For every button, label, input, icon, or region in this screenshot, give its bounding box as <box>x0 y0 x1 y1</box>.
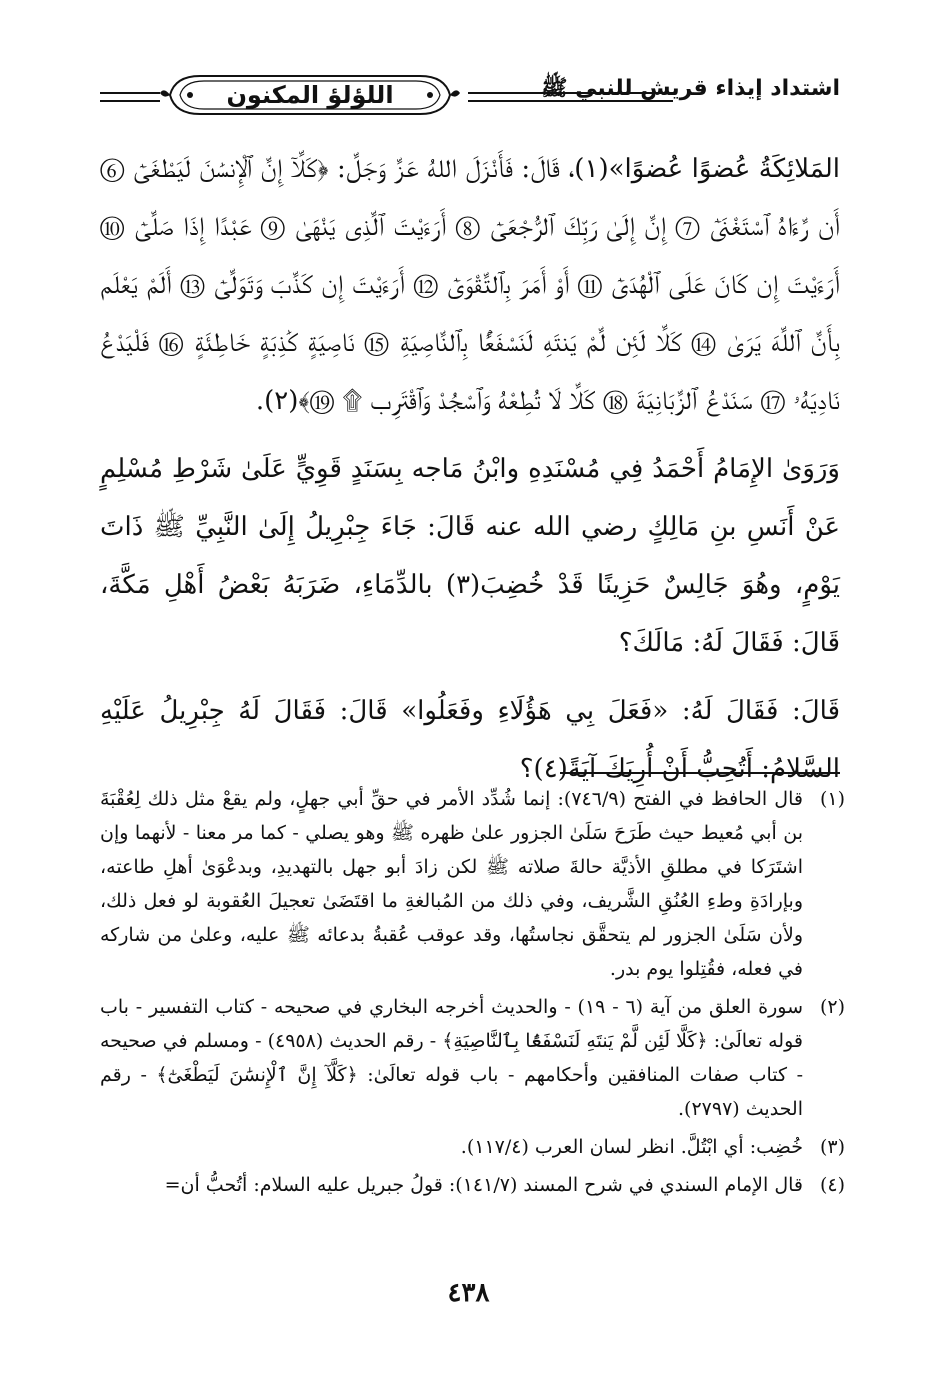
chapter-title: اشتداد إيذاء قريش للنبي ﷺ <box>540 76 840 101</box>
footnote <box>100 990 845 1126</box>
paragraph-question: قَالَ: فَقَالَ لَهُ: «فَعَلَ بِي هَؤُلَاءِ وفَعَلُوا» قَالَ: فَقَالَ لَهُ جِبْرِيلُ عَلَيْهِ السَّلامُ: أَتُحِبُّ أَنْ أُرِيَكَ آيَةً(٤)؟ <box>100 696 840 784</box>
footnote-text: قال الحافظ في الفتح (٧٤٦/٩): إنما شُدِّد الأمر في حقِّ أبي جهلٍ، ولم يقعْ مثل ذلك لِعُقْبَةَ بن أبي مُعيط حيث طَرَحَ سَلَىٰ الجزور علىٰ ظهره ﷺ وهو يصلي - كما مر معنا - لأنهما وإن اشتَرَكا في مطلقِ الأذيَّة حالةَ صلاته ﷺ لكن زادَ أبو جهل بالتهديدِ، وبدعْوَىٰ أهلِ طاعته، وبإرادَةِ وطءِ العُنُقِ الشَّريف، وفي ذلك من المُبالغةِ ما اقتَضَىٰ تعجيلَ العُقوبة لو فعل ذلك، ولأن سَلَىٰ الجزور لم يتحقَّق نجاستُها، وقد عوقب عُقبةُ بدعائه ﷺ عليه، وعلىٰ من شاركه في فعله، فقُتِلوا يوم بدر. <box>100 788 803 980</box>
footnotes <box>100 782 845 1206</box>
book-title: اللؤلؤ المكنون <box>226 81 394 109</box>
main-text <box>100 140 840 808</box>
footnote-number: (٣) <box>819 1136 845 1158</box>
footnote-text: خُضِب: أي ابْتُلَّ. انظر لسان العرب (١١٧/٤). <box>460 1136 803 1158</box>
running-header <box>100 70 840 126</box>
footnote <box>100 1130 845 1164</box>
page-number: ٤٣٨ <box>447 1278 490 1308</box>
paragraph-quran: المَلائِكَةُ عُضوًا عُضوًا»(١)، قَالَ: فَأَنْزَلَ اللهُ عَزَّ وَجَلَّ: ﴿كَلَّآ إِنَّ ٱلْإِنسَٰنَ لَيَطْغَىٰٓ ⑥ أَن رَّءَاهُ ٱسْتَغْنَىٰٓ ⑦ إِنَّ إِلَىٰ رَبِّكَ ٱلرُّجْعَىٰٓ ⑧ أَرَءَيْتَ ٱلَّذِى يَنْهَىٰ ⑨ عَبْدًا إِذَا صَلَّىٰٓ ⑩ أَرَءَيْتَ إِن كَانَ عَلَى ٱلْهُدَىٰٓ ⑪ أَوْ أَمَرَ بِٱلتَّقْوَىٰٓ ⑫ أَرَءَيْتَ إِن كَذَّبَ وَتَوَلَّىٰٓ ⑬ أَلَمْ يَعْلَم بِأَنَّ ٱللَّهَ يَرَىٰ ⑭ كَلَّا لَئِن لَّمْ يَنتَهِ لَنَسْفَعًۢا بِٱلنَّاصِيَةِ ⑮ نَاصِيَةٍ كَٰذِبَةٍ خَاطِئَةٍ ⑯ فَلْيَدْعُ نَادِيَهُۥ ⑰ سَنَدْعُ ٱلزَّبَانِيَةَ ⑱ كَلَّا لَا تُطِعْهُ وَٱسْجُدْ وَٱقْتَرِب ۩ ⑲﴾(٢). <box>100 154 841 416</box>
footnote-number: (٢) <box>819 996 845 1018</box>
footnote <box>100 782 845 986</box>
footnote-number: (٤) <box>819 1174 845 1196</box>
footnote-number: (١) <box>819 788 845 810</box>
header-rule-left <box>100 92 160 102</box>
footnote-text: سورة العلق من آية (٦ - ١٩) - والحديث أخرجه البخاري في صحيحه - كتاب التفسير - باب قوله تعالَىٰ: ﴿كَلَّا لَئِن لَّمْ يَنتَهِ لَنَسْفَعًۢا بِٱلنَّاصِيَةِ﴾ - رقم الحديث (٤٩٥٨) - ومسلم في صحيحه - كتاب صفات المنافقين وأحكامهم - باب قوله تعالَىٰ: ﴿كَلَّآ إِنَّ ٱلْإِنسَٰنَ لَيَطْغَىٰٓ﴾ - رقم الحديث (٢٧٩٧). <box>100 996 803 1120</box>
paragraph-hadith: وَرَوَىٰ الإِمَامُ أَحْمَدُ فِي مُسْنَدِهِ وابْنُ مَاجه بِسَنَدٍ قَوِيٍّ عَلَىٰ شَرْطِ مُسْلِمٍ عَنْ أَنَسِ بنِ مَالِكٍ رضي الله عنه قَالَ: جَاءَ جِبْرِيلُ إِلَىٰ النَّبِيِّ ﷺ ذَاتَ يَوْمٍ، وهُوَ جَالِسٌ حَزِينًا قَدْ خُضِبَ(٣) بالدِّمَاءِ، ضَرَبَهُ بَعْضُ أَهْلِ مَكَّةَ، قَالَ: فَقَالَ لَهُ: مَالَكَ؟ <box>100 454 841 658</box>
footnote <box>100 1168 845 1202</box>
footnote-text: قال الإمام السندي في شرح المسند (١٤١/٧): قولُ جبريل عليه السلام: أتُحبُّ أن= <box>164 1174 803 1196</box>
footnote-separator <box>560 772 840 774</box>
title-cartouche <box>160 70 460 120</box>
